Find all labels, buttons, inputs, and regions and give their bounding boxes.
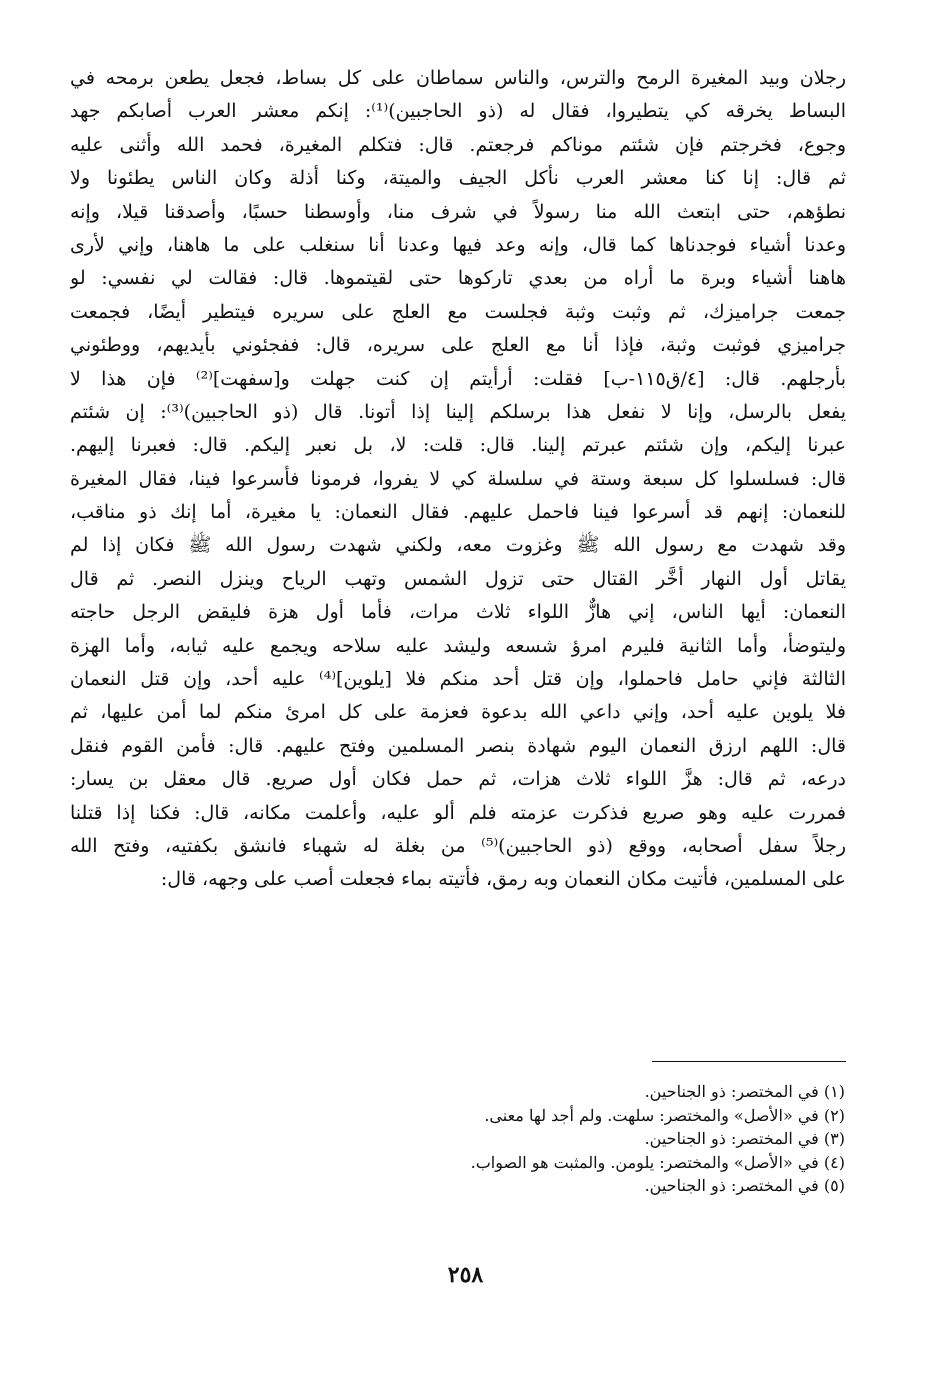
footnote-5: (٥) في المختصر: ذو الجناحين. <box>644 1176 845 1195</box>
footnote-3: (٣) في المختصر: ذو الجناحين. <box>644 1129 845 1148</box>
text-line: النعمان: أيها الناس، إني هازٌّ اللواء ثلاث مرات، فأما أول هزة فليقض الرجل حاجته <box>70 601 846 624</box>
text-line: وليتوضأ، وأما الثانية فليرم امرؤ شسعه وليشد عليه سلاحه ويجمع عليه ثيابه، وأما الهزة <box>70 634 846 657</box>
text-line: على المسلمين، فأتيت مكان النعمان وبه رمق، فأتيته بماء فجعلت أصب على وجهه، قال: <box>160 868 846 891</box>
text-line: فلا يلوين عليه أحد، وإني داعي الله بدعوة فعزمة على كل امرئ منكم لما أمن عليها، ثم <box>70 701 846 724</box>
text-line: يفعل بالرسل، وإنا لا نفعل هذا برسلكم إلينا إذا أتونا. قال (ذو الحاجبين)⁽³⁾: إن شئتم <box>70 400 846 423</box>
footnote-4: (٤) في «الأصل» والمختصر: يلومن. والمثبت هو الصواب. <box>470 1152 845 1172</box>
text-line: عبرنا إليكم، وإن شئتم عبرتم إلينا. قال: قلت: لا، بل نعبر إليكم. قال: فعبرنا إليهم. <box>70 434 846 457</box>
text-line: هاهنا أشياء وبرة ما أراه من بعدي تاركوها حتى لقيتموها. قال: فقالت لي نفسي: لو <box>70 267 846 290</box>
main-text-block <box>70 62 846 897</box>
text-line: وجوع، فخرجتم فإن شئتم موناكم فرجعتم. قال: فتكلم المغيرة، فحمد الله وأثنى عليه <box>70 133 846 156</box>
text-line: جمعت جراميزك، ثم وثبت وثبة فجلست مع العلج على سريره فيتطير أيضًا، فجمعت <box>70 300 846 323</box>
text-line: فمررت عليه وهو صريع فذكرت عزمته فلم ألو عليه، وأعلمت مكانه، قال: فكنا إذا قتلنا <box>70 801 846 824</box>
text-line: يقاتل أول النهار أخَّر القتال حتى تزول الشمس وتهب الرياح وينزل النصر. ثم قال <box>70 567 846 590</box>
text-line: للنعمان: إنهم قد أسرعوا فينا فاحمل عليهم. فقال النعمان: يا مغيرة، أما إنك ذو مناقب، <box>70 501 846 524</box>
text-line: بأرجلهم. قال: [٤/ق١١٥-ب] فقلت: أرأيتم إن كنت جهلت و[سفهت]⁽²⁾ فإن هذا لا <box>70 367 846 390</box>
text-line: جراميزي فوثبت وثبة، فإذا أنا مع العلج على سريره، قال: ففجئوني بأيديهم، ووطئوني <box>70 334 846 357</box>
footnote-1: (١) في المختصر: ذو الجناحين. <box>644 1082 845 1101</box>
text-line: قال: فسلسلوا كل سبعة وستة في سلسلة كي لا يفروا، فرمونا فأسرعوا فينا، فقال المغيرة <box>70 467 846 490</box>
text-line: الثالثة فإني حامل فاحملوا، وإن قتل أحد منكم فلا [يلوين]⁽⁴⁾ عليه أحد، وإن قتل النعمان <box>70 668 846 691</box>
page-number: ٢٥٨ <box>447 1262 484 1288</box>
text-line: نطؤهم، حتى ابتعث الله منا رسولاً في شرف منا، وأوسطنا حسبًا، وأصدقنا قيلا، وإنه <box>70 200 846 223</box>
footnote-separator <box>652 1061 846 1062</box>
text-line: رجلاً سفل أصحابه، ووقع (ذو الحاجبين)⁽⁵⁾ من بغلة له شهباء فانشق بكفتيه، وفتح الله <box>70 834 846 857</box>
text-line: وعدنا أشياء فوجدناها كما قال، وإنه وعد فيها وعدنا أنا سنغلب على ما هاهنا، وإني لأرى <box>70 233 846 256</box>
text-line: درعه، ثم قال: هزَّ اللواء ثلاث هزات، ثم حمل فكان أول صريع. قال معقل بن يسار: <box>70 768 846 791</box>
text-line: ثم قال: إنا كنا معشر العرب نأكل الجيف والميتة، وكنا أذلة وكان الناس يطئونا ولا <box>70 167 846 190</box>
text-line: البساط يخرقه كي يتطيروا، فقال له (ذو الحاجبين)⁽¹⁾: إنكم معشر العرب أصابكم جهد <box>70 100 846 123</box>
text-line: وقد شهدت مع رسول الله ﷺ وغزوت معه، ولكني شهدت رسول الله ﷺ فكان إذا لم <box>70 534 846 557</box>
text-line: رجلان وبيد المغيرة الرمح والترس، والناس سماطان على كل بساط، فجعل يطعن برمحه في <box>70 67 846 89</box>
footnote-2: (٢) في «الأصل» والمختصر: سلهت. ولم أجد لها معنى. <box>484 1105 845 1125</box>
text-line: قال: اللهم ارزق النعمان اليوم شهادة بنصر المسلمين وفتح عليهم. قال: فأمن القوم فنقل <box>70 734 846 757</box>
footnotes <box>285 1080 845 1198</box>
